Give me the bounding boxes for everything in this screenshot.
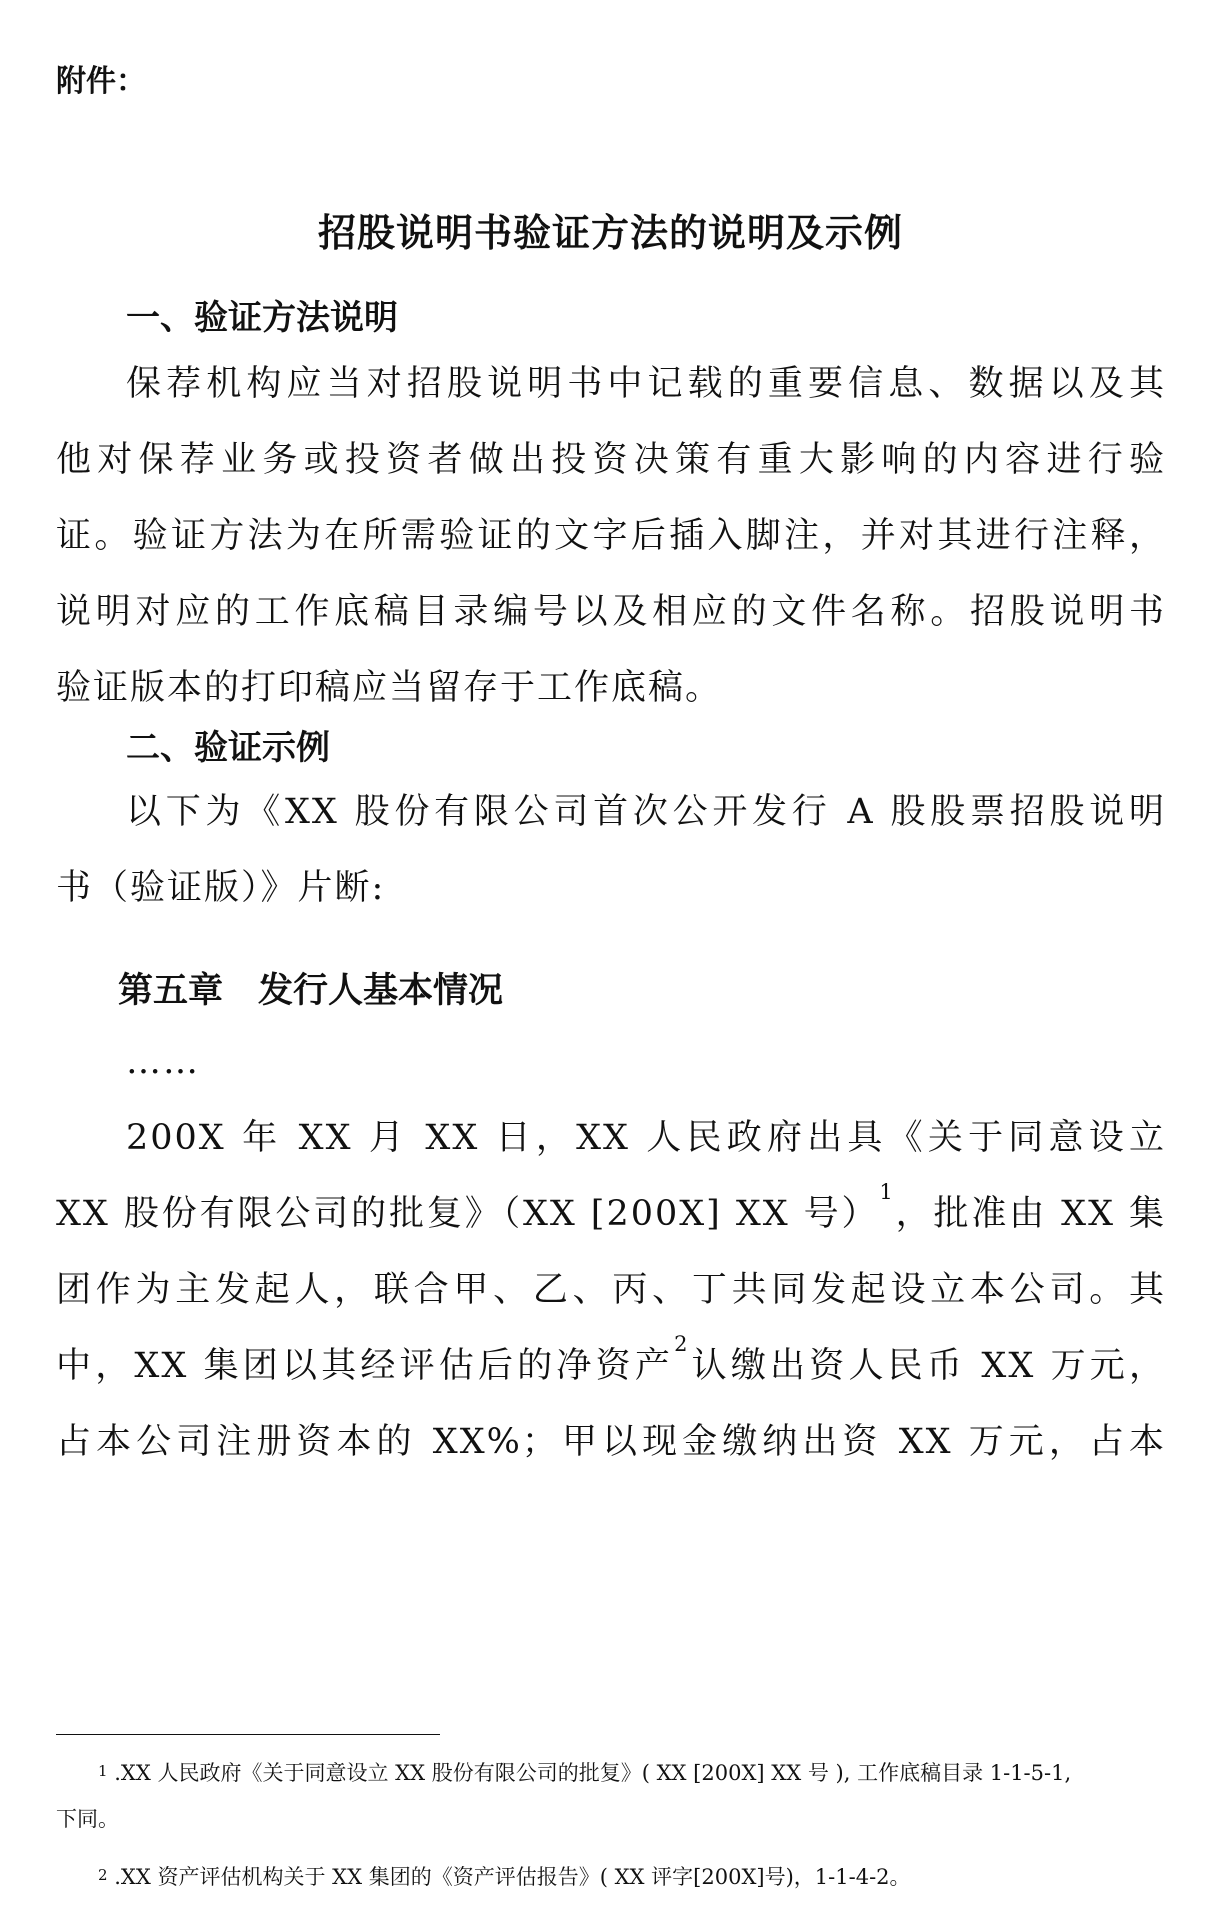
footnotes [56,1750,1166,1900]
section-2-heading: 二、验证示例 [126,728,330,768]
paragraph-line: 验证版本的打印稿应当留存于工作底稿。 [56,668,723,708]
line-text: 认缴出资人民币 XX 万元， [689,1346,1166,1386]
footnote-text: .XX 人民政府《关于同意设立 XX 股份有限公司的批复》( XX [200X] XX 号 ), 工作底稿目录 1-1-5-1, [114,1761,1072,1785]
footnote-2 [56,1854,1166,1900]
section-2-paragraph [56,774,1166,926]
paragraph-line: 书（验证版）》片断: [56,868,386,908]
line-text: XX 股份有限公司的批复》（XX [200X] XX 号） [56,1194,880,1234]
footnote-number: 2 [98,1866,108,1884]
ellipsis: …… [126,1042,200,1082]
paragraph-line [56,1328,1166,1404]
attachment-label: 附件： [56,64,146,99]
footnote-text: .XX 资产评估机构关于 XX 集团的《资产评估报告》( XX 评字[200X]号)，1-1-4-2。 [114,1865,911,1889]
footnote-separator [56,1734,440,1735]
footnote-1-continued: 下同。 [56,1807,119,1831]
section-1-paragraph [56,346,1166,726]
paragraph-line: 保荐机构应当对招股说明书中记载的重要信息、数据以及其 [126,364,1166,404]
paragraph-line: 以下为《XX 股份有限公司首次公开发行 A 股股票招股说明 [126,792,1166,832]
footnote-ref-2[interactable]: 2 [674,1332,690,1356]
line-text: 中，XX 集团以其经评估后的净资产 [56,1346,675,1386]
paragraph-line: 200X 年 XX 月 XX 日，XX 人民政府出具《关于同意设立 [126,1118,1166,1158]
paragraph-line: 团作为主发起人，联合甲、乙、丙、丁共同发起设立本公司。其 [56,1270,1166,1310]
paragraph-line: 他对保荐业务或投资者做出投资决策有重大影响的内容进行验 [56,440,1166,480]
paragraph-line: 占本公司注册资本的 XX%；甲以现金缴纳出资 XX 万元，占本 [56,1422,1166,1462]
footnote-ref-1[interactable]: 1 [879,1180,895,1204]
paragraph-line: 说明对应的工作底稿目录编号以及相应的文件名称。招股说明书 [56,592,1166,632]
line-text: ，批准由 XX 集 [894,1194,1166,1234]
footnote-number: 1 [98,1762,108,1780]
chapter-heading: 第五章 发行人基本情况 [118,971,504,1011]
footnote-1 [56,1750,1166,1796]
chapter-paragraph [56,1024,1166,1480]
section-1-heading: 一、验证方法说明 [126,298,398,338]
document-title: 招股说明书验证方法的说明及示例 [317,210,903,255]
paragraph-line: 证。验证方法为在所需验证的文字后插入脚注，并对其进行注释， [56,516,1166,556]
paragraph-line [56,1176,1166,1252]
